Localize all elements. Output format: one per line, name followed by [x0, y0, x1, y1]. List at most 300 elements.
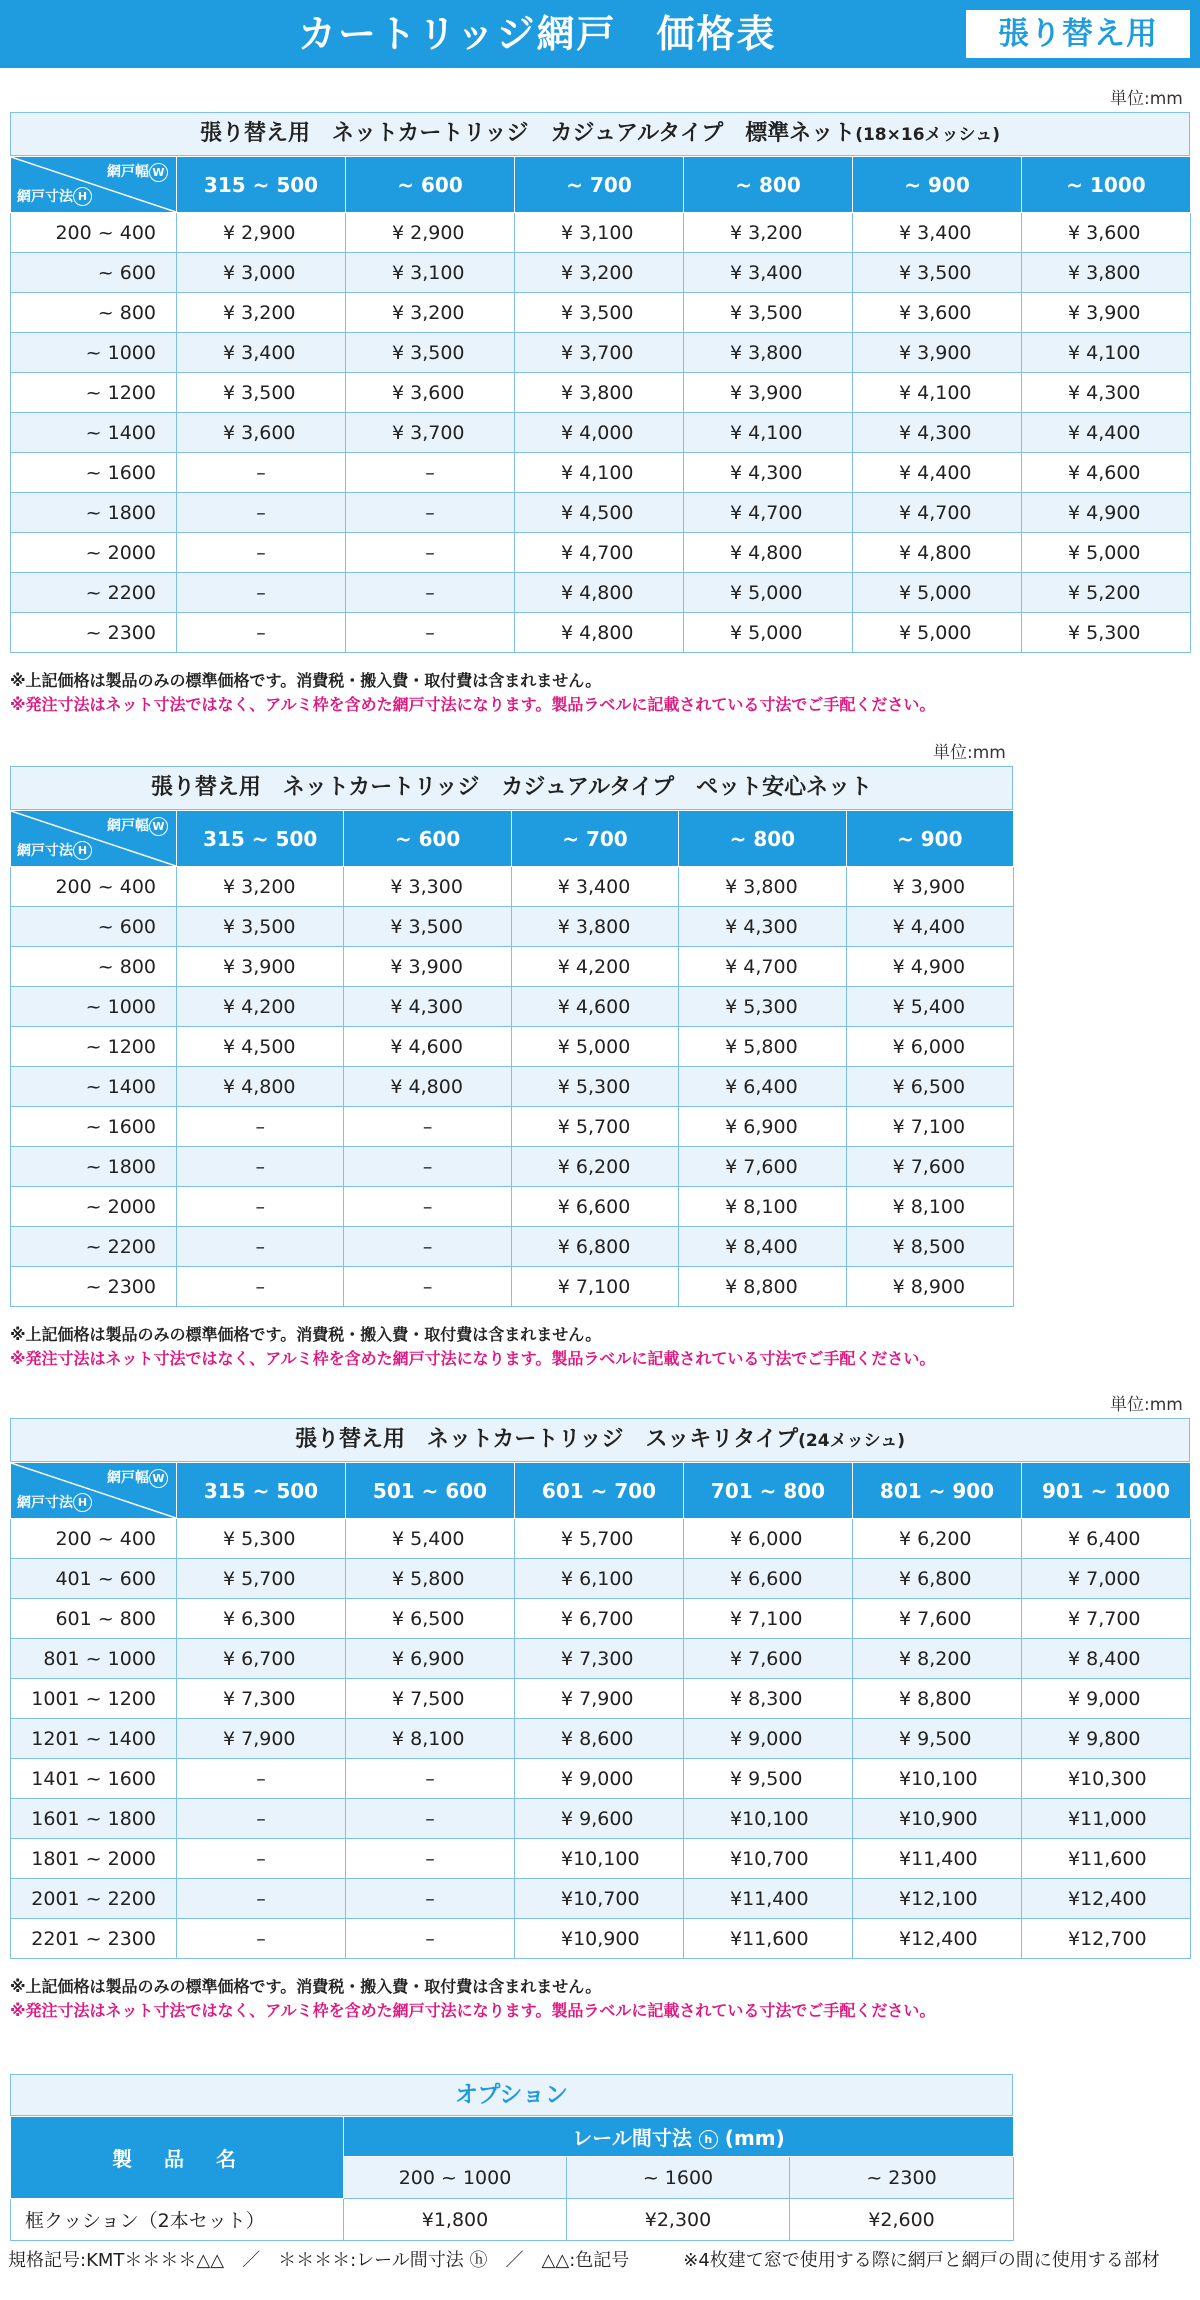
price-cell: ¥ 9,000: [1022, 1679, 1191, 1719]
price-cell: ¥ 6,400: [1022, 1519, 1191, 1559]
height-row-header: ~ 1800: [11, 1147, 177, 1187]
price-cell: ¥ 3,600: [346, 373, 515, 413]
price-cell: ¥ 4,200: [511, 947, 678, 987]
price-cell: ¥ 4,100: [1022, 333, 1191, 373]
price-cell: ¥12,700: [1022, 1919, 1191, 1959]
height-row-header: 2001 ~ 2200: [11, 1879, 177, 1919]
price-cell: ¥ 4,300: [679, 907, 846, 947]
price-cell: ¥ 4,700: [684, 493, 853, 533]
height-row-header: 200 ~ 400: [11, 1519, 177, 1559]
price-cell: ¥ 5,700: [177, 1559, 346, 1599]
height-row-header: 1601 ~ 1800: [11, 1799, 177, 1839]
price-cell: –: [177, 613, 346, 653]
table-row: [11, 947, 1014, 987]
unit-label: 単位:mm: [933, 743, 1006, 763]
price-cell: ¥ 6,900: [346, 1639, 515, 1679]
price-cell: –: [177, 453, 346, 493]
option-product-name: 框クッション（2本セット）: [11, 2199, 344, 2241]
option-price: ¥2,600: [790, 2199, 1014, 2241]
table-row: [11, 1267, 1014, 1307]
height-row-header: 601 ~ 800: [11, 1599, 177, 1639]
height-row-header: 1201 ~ 1400: [11, 1719, 177, 1759]
caption-mesh: (24メッシュ): [798, 1431, 905, 1451]
price-cell: ¥ 5,300: [1022, 613, 1191, 653]
price-cell: ¥ 3,900: [853, 333, 1022, 373]
price-cell: ¥ 7,600: [679, 1147, 846, 1187]
price-cell: ¥ 4,800: [515, 573, 684, 613]
price-cell: ¥ 3,300: [344, 867, 511, 907]
height-row-header: ~ 2000: [11, 1187, 177, 1227]
price-cell: –: [346, 493, 515, 533]
price-cell: ¥ 4,400: [853, 453, 1022, 493]
price-cell: ¥10,100: [684, 1799, 853, 1839]
price-cell: ¥ 4,700: [515, 533, 684, 573]
price-cell: ¥ 7,000: [1022, 1559, 1191, 1599]
price-cell: –: [344, 1227, 511, 1267]
price-cell: ¥ 3,200: [177, 867, 344, 907]
price-cell: ¥11,400: [853, 1839, 1022, 1879]
height-row-header: ~ 1800: [11, 493, 177, 533]
price-cell: ¥ 5,300: [511, 1067, 678, 1107]
price-cell: ¥ 7,600: [684, 1639, 853, 1679]
table-caption: [10, 766, 1013, 810]
height-row-header: ~ 2300: [11, 1267, 177, 1307]
height-label-text: 網戸寸法: [17, 188, 73, 205]
table-row: [11, 1519, 1191, 1559]
price-cell: ¥ 5,300: [679, 987, 846, 1027]
price-cell: ¥ 9,000: [684, 1719, 853, 1759]
table-row: [11, 1839, 1191, 1879]
unit-label: 単位:mm: [1110, 1395, 1183, 1415]
price-cell: ¥ 7,300: [515, 1639, 684, 1679]
price-cell: ¥ 3,800: [1022, 253, 1191, 293]
width-column-header: 601 ~ 700: [515, 1463, 684, 1519]
price-cell: ¥10,900: [853, 1799, 1022, 1839]
price-cell: ¥ 6,000: [846, 1027, 1013, 1067]
option-col: ~ 2300: [790, 2157, 1014, 2199]
table-row: [11, 907, 1014, 947]
price-cell: ¥ 3,900: [846, 867, 1013, 907]
price-cell: –: [346, 613, 515, 653]
price-cell: ¥ 8,500: [846, 1227, 1013, 1267]
caption-mesh: (18×16メッシュ): [855, 125, 1000, 145]
height-label: [17, 186, 92, 207]
price-cell: ¥ 3,900: [344, 947, 511, 987]
price-table: [10, 156, 1191, 653]
price-cell: ¥10,100: [853, 1759, 1022, 1799]
width-column-header: ~ 700: [515, 157, 684, 213]
price-cell: ¥ 3,500: [515, 293, 684, 333]
price-cell: ¥ 7,100: [846, 1107, 1013, 1147]
price-cell: ¥10,900: [515, 1919, 684, 1959]
price-cell: ¥ 9,500: [853, 1719, 1022, 1759]
width-column-header: 315 ~ 500: [177, 157, 346, 213]
price-cell: ¥ 6,600: [511, 1187, 678, 1227]
price-cell: ¥ 7,100: [684, 1599, 853, 1639]
height-row-header: 2201 ~ 2300: [11, 1919, 177, 1959]
height-row-header: ~ 1400: [11, 413, 177, 453]
table-caption: [10, 1418, 1190, 1462]
price-cell: ¥ 3,800: [684, 333, 853, 373]
price-cell: ¥ 8,600: [515, 1719, 684, 1759]
table-row: [11, 1719, 1191, 1759]
caption-text: 張り替え用 ネットカートリッジ カジュアルタイプ ペット安心ネット: [150, 775, 873, 800]
height-row-header: 1801 ~ 2000: [11, 1839, 177, 1879]
table-row: [11, 333, 1191, 373]
price-cell: –: [177, 1919, 346, 1959]
price-cell: ¥ 6,700: [177, 1639, 346, 1679]
height-row-header: ~ 600: [11, 907, 177, 947]
price-cell: ¥ 6,400: [679, 1067, 846, 1107]
price-cell: ¥ 8,400: [1022, 1639, 1191, 1679]
price-cell: ¥ 3,400: [511, 867, 678, 907]
height-row-header: 801 ~ 1000: [11, 1639, 177, 1679]
price-cell: ¥ 7,600: [853, 1599, 1022, 1639]
price-cell: ¥ 6,800: [853, 1559, 1022, 1599]
table-row: [11, 1227, 1014, 1267]
price-cell: ¥ 3,500: [346, 333, 515, 373]
price-cell: –: [344, 1267, 511, 1307]
height-row-header: ~ 1400: [11, 1067, 177, 1107]
price-cell: –: [344, 1107, 511, 1147]
table-row: [11, 613, 1191, 653]
price-cell: ¥ 3,200: [346, 293, 515, 333]
price-cell: –: [346, 453, 515, 493]
price-cell: ¥ 9,800: [1022, 1719, 1191, 1759]
width-column-header: 501 ~ 600: [346, 1463, 515, 1519]
table-row: [11, 1067, 1014, 1107]
width-label: [107, 1467, 168, 1488]
rail-size-label: レール間寸法: [572, 2126, 692, 2150]
price-cell: ¥ 8,100: [346, 1719, 515, 1759]
table-row: [11, 1599, 1191, 1639]
price-cell: ¥ 4,300: [853, 413, 1022, 453]
price-cell: ¥ 8,800: [679, 1267, 846, 1307]
price-cell: ¥12,400: [853, 1919, 1022, 1959]
price-cell: –: [346, 1799, 515, 1839]
price-cell: ¥ 3,600: [1022, 213, 1191, 253]
price-cell: ¥ 6,600: [684, 1559, 853, 1599]
price-cell: ¥ 3,500: [853, 253, 1022, 293]
width-label: [107, 815, 168, 836]
size-corner-header: [11, 1463, 177, 1519]
price-cell: ¥11,600: [684, 1919, 853, 1959]
price-cell: ¥ 3,100: [346, 253, 515, 293]
price-cell: –: [344, 1147, 511, 1187]
price-cell: ¥ 4,800: [853, 533, 1022, 573]
table-row: [11, 493, 1191, 533]
price-cell: ¥ 2,900: [346, 213, 515, 253]
price-cell: –: [346, 533, 515, 573]
table-row: [11, 1879, 1191, 1919]
price-cell: ¥ 3,500: [344, 907, 511, 947]
spec-footer: 規格記号:KMT＊＊＊＊△△ ／ ＊＊＊＊:レール間寸法 ⓗ ／ △△:色記号 ※4枚建て窓で使用する際に網戸と網戸の間に使用する部材: [8, 2250, 1160, 2271]
price-cell: ¥ 8,100: [846, 1187, 1013, 1227]
price-cell: ¥ 7,900: [515, 1679, 684, 1719]
price-cell: ¥ 7,900: [177, 1719, 346, 1759]
price-cell: ¥ 6,100: [515, 1559, 684, 1599]
price-cell: ¥ 7,700: [1022, 1599, 1191, 1639]
width-column-header: ~ 600: [344, 811, 511, 867]
price-cell: ¥ 5,000: [684, 613, 853, 653]
price-cell: ¥ 4,800: [177, 1067, 344, 1107]
price-cell: ¥ 3,200: [177, 293, 346, 333]
price-cell: –: [346, 1919, 515, 1959]
table-row: [11, 1147, 1014, 1187]
height-row-header: ~ 2000: [11, 533, 177, 573]
price-cell: ¥ 3,800: [515, 373, 684, 413]
table-row: [11, 573, 1191, 613]
option-col: 200 ~ 1000: [344, 2157, 567, 2199]
table-row: [11, 453, 1191, 493]
price-cell: ¥ 4,900: [846, 947, 1013, 987]
price-cell: ¥ 5,000: [853, 573, 1022, 613]
price-cell: ¥10,700: [515, 1879, 684, 1919]
price-cell: ¥ 3,000: [177, 253, 346, 293]
price-cell: ¥ 6,800: [511, 1227, 678, 1267]
price-cell: ¥ 5,000: [511, 1027, 678, 1067]
price-cell: ¥ 5,000: [684, 573, 853, 613]
price-cell: ¥ 3,700: [346, 413, 515, 453]
height-row-header: ~ 1600: [11, 1107, 177, 1147]
price-cell: –: [344, 1187, 511, 1227]
price-cell: ¥ 3,800: [511, 907, 678, 947]
price-cell: ¥11,000: [1022, 1799, 1191, 1839]
price-cell: ¥ 4,100: [853, 373, 1022, 413]
price-cell: –: [177, 573, 346, 613]
table-row: [11, 1679, 1191, 1719]
price-cell: –: [346, 1759, 515, 1799]
option-col: ~ 1600: [567, 2157, 790, 2199]
height-label-text: 網戸寸法: [17, 842, 73, 859]
height-mark: H: [73, 1493, 92, 1512]
price-cell: ¥ 3,600: [853, 293, 1022, 333]
price-cell: ¥ 9,600: [515, 1799, 684, 1839]
price-note: ※上記価格は製品のみの標準価格です。消費税・搬入費・取付費は含まれません。: [10, 671, 602, 690]
price-cell: ¥ 8,300: [684, 1679, 853, 1719]
price-cell: ¥ 4,500: [177, 1027, 344, 1067]
width-label-text: 網戸幅: [107, 164, 149, 180]
price-cell: ¥ 7,100: [511, 1267, 678, 1307]
price-cell: ¥ 5,400: [846, 987, 1013, 1027]
price-cell: ¥ 6,300: [177, 1599, 346, 1639]
price-cell: ¥ 4,800: [684, 533, 853, 573]
price-cell: ¥ 4,900: [1022, 493, 1191, 533]
price-cell: ¥ 7,600: [846, 1147, 1013, 1187]
price-cell: ¥ 3,100: [515, 213, 684, 253]
price-cell: –: [346, 1839, 515, 1879]
price-cell: ¥ 3,600: [177, 413, 346, 453]
price-cell: –: [177, 1227, 344, 1267]
price-cell: ¥ 7,500: [346, 1679, 515, 1719]
price-cell: ¥ 5,200: [1022, 573, 1191, 613]
price-cell: ¥ 3,400: [177, 333, 346, 373]
price-note: ※上記価格は製品のみの標準価格です。消費税・搬入費・取付費は含まれません。: [10, 1977, 602, 1996]
price-table: [10, 810, 1014, 1307]
price-cell: ¥ 4,300: [684, 453, 853, 493]
price-cell: ¥ 4,400: [846, 907, 1013, 947]
price-cell: ¥ 7,300: [177, 1679, 346, 1719]
table-row: [11, 293, 1191, 333]
order-size-note: ※発注寸法はネット寸法ではなく、アルミ枠を含めた網戸寸法になります。製品ラベルに記載されている寸法でご手配ください。: [10, 695, 936, 714]
price-cell: –: [177, 1839, 346, 1879]
option-price: ¥2,300: [567, 2199, 790, 2241]
table-row: [11, 253, 1191, 293]
price-cell: ¥ 3,500: [177, 373, 346, 413]
price-cell: ¥ 4,600: [1022, 453, 1191, 493]
options-title: オプション: [10, 2074, 1013, 2116]
price-cell: –: [177, 1187, 344, 1227]
price-cell: ¥ 6,000: [684, 1519, 853, 1559]
price-cell: –: [346, 573, 515, 613]
table-caption: [10, 112, 1190, 156]
price-cell: ¥ 6,200: [853, 1519, 1022, 1559]
price-cell: ¥12,100: [853, 1879, 1022, 1919]
width-label: [107, 161, 168, 182]
price-cell: ¥10,100: [515, 1839, 684, 1879]
width-column-header: 701 ~ 800: [684, 1463, 853, 1519]
price-cell: ¥ 3,700: [515, 333, 684, 373]
width-column-header: ~ 600: [346, 157, 515, 213]
price-cell: ¥ 6,500: [846, 1067, 1013, 1107]
price-cell: –: [177, 1759, 346, 1799]
replacement-badge: 張り替え用: [964, 8, 1192, 60]
price-cell: ¥ 6,900: [679, 1107, 846, 1147]
table-row: [11, 413, 1191, 453]
width-mark: W: [149, 1469, 168, 1488]
price-cell: ¥ 3,800: [679, 867, 846, 907]
height-mark: H: [73, 187, 92, 206]
height-row-header: ~ 1200: [11, 1027, 177, 1067]
price-cell: ¥10,300: [1022, 1759, 1191, 1799]
price-table: [10, 1462, 1191, 1959]
width-column-header: 315 ~ 500: [177, 811, 344, 867]
price-cell: ¥ 5,000: [853, 613, 1022, 653]
height-row-header: ~ 1000: [11, 333, 177, 373]
width-mark: W: [149, 817, 168, 836]
price-cell: ¥ 6,700: [515, 1599, 684, 1639]
price-cell: –: [177, 1799, 346, 1839]
price-cell: –: [177, 1147, 344, 1187]
price-cell: ¥ 3,500: [684, 293, 853, 333]
caption-text: 張り替え用 ネットカートリッジ スッキリタイプ: [294, 1427, 799, 1452]
width-column-header: 315 ~ 500: [177, 1463, 346, 1519]
price-cell: ¥ 5,700: [515, 1519, 684, 1559]
order-size-note: ※発注寸法はネット寸法ではなく、アルミ枠を含めた網戸寸法になります。製品ラベルに記載されている寸法でご手配ください。: [10, 1349, 936, 1368]
width-mark: W: [149, 163, 168, 182]
width-column-header: ~ 900: [853, 157, 1022, 213]
price-cell: ¥ 6,200: [511, 1147, 678, 1187]
height-row-header: ~ 800: [11, 947, 177, 987]
price-cell: ¥ 4,800: [515, 613, 684, 653]
width-column-header: 901 ~ 1000: [1022, 1463, 1191, 1519]
height-row-header: 1001 ~ 1200: [11, 1679, 177, 1719]
price-cell: ¥11,600: [1022, 1839, 1191, 1879]
table-row: [11, 987, 1014, 1027]
price-cell: ¥ 3,400: [684, 253, 853, 293]
rail-size-header: [344, 2117, 1014, 2157]
price-cell: ¥ 5,000: [1022, 533, 1191, 573]
price-cell: ¥ 4,600: [344, 1027, 511, 1067]
price-cell: ¥ 4,700: [679, 947, 846, 987]
width-column-header: ~ 800: [679, 811, 846, 867]
price-cell: ¥ 3,200: [515, 253, 684, 293]
height-mark: H: [73, 841, 92, 860]
price-cell: ¥ 2,900: [177, 213, 346, 253]
height-row-header: ~ 1200: [11, 373, 177, 413]
height-label: [17, 1492, 92, 1513]
page-header: [0, 0, 1200, 68]
price-cell: ¥ 5,300: [177, 1519, 346, 1559]
table-row: [11, 373, 1191, 413]
rail-size-unit: (mm): [724, 2126, 785, 2150]
width-column-header: ~ 800: [684, 157, 853, 213]
price-cell: ¥ 8,200: [853, 1639, 1022, 1679]
height-row-header: 1401 ~ 1600: [11, 1759, 177, 1799]
price-cell: ¥ 8,800: [853, 1679, 1022, 1719]
height-row-header: ~ 2300: [11, 613, 177, 653]
price-cell: ¥ 3,900: [1022, 293, 1191, 333]
price-cell: ¥ 5,400: [346, 1519, 515, 1559]
price-cell: ¥ 5,800: [679, 1027, 846, 1067]
price-cell: ¥ 6,500: [346, 1599, 515, 1639]
height-row-header: 200 ~ 400: [11, 867, 177, 907]
height-row-header: ~ 600: [11, 253, 177, 293]
price-cell: ¥ 8,900: [846, 1267, 1013, 1307]
rail-mark: h: [699, 2130, 718, 2149]
height-row-header: 401 ~ 600: [11, 1559, 177, 1599]
price-cell: ¥ 4,300: [344, 987, 511, 1027]
height-label: [17, 840, 92, 861]
table-row: [11, 1107, 1014, 1147]
height-row-header: ~ 800: [11, 293, 177, 333]
width-label-text: 網戸幅: [107, 818, 149, 834]
options-table: [10, 2116, 1014, 2241]
size-corner-header: [11, 157, 177, 213]
price-cell: ¥ 4,100: [515, 453, 684, 493]
order-size-note: ※発注寸法はネット寸法ではなく、アルミ枠を含めた網戸寸法になります。製品ラベルに記載されている寸法でご手配ください。: [10, 2001, 936, 2020]
price-cell: –: [177, 1267, 344, 1307]
page-title: カートリッジ網戸 価格表: [298, 12, 777, 56]
price-cell: ¥ 3,500: [177, 907, 344, 947]
caption-text: 張り替え用 ネットカートリッジ カジュアルタイプ 標準ネット: [200, 121, 856, 146]
table-row: [11, 1919, 1191, 1959]
size-corner-header: [11, 811, 177, 867]
price-cell: –: [177, 533, 346, 573]
price-cell: ¥ 3,900: [177, 947, 344, 987]
price-cell: ¥ 4,500: [515, 493, 684, 533]
table-row: [11, 1187, 1014, 1227]
height-row-header: ~ 1000: [11, 987, 177, 1027]
table-row: [11, 1799, 1191, 1839]
table-row: [11, 1027, 1014, 1067]
price-cell: ¥ 5,700: [511, 1107, 678, 1147]
price-cell: –: [177, 1107, 344, 1147]
table-row: [11, 1559, 1191, 1599]
height-label-text: 網戸寸法: [17, 1494, 73, 1511]
table-row: [11, 533, 1191, 573]
price-cell: ¥ 8,100: [679, 1187, 846, 1227]
price-cell: ¥ 4,100: [684, 413, 853, 453]
width-column-header: ~ 1000: [1022, 157, 1191, 213]
price-cell: ¥10,700: [684, 1839, 853, 1879]
price-cell: ¥12,400: [1022, 1879, 1191, 1919]
height-row-header: ~ 1600: [11, 453, 177, 493]
table-row: [11, 1759, 1191, 1799]
price-cell: –: [346, 1879, 515, 1919]
price-cell: ¥ 4,200: [177, 987, 344, 1027]
price-cell: ¥ 4,700: [853, 493, 1022, 533]
